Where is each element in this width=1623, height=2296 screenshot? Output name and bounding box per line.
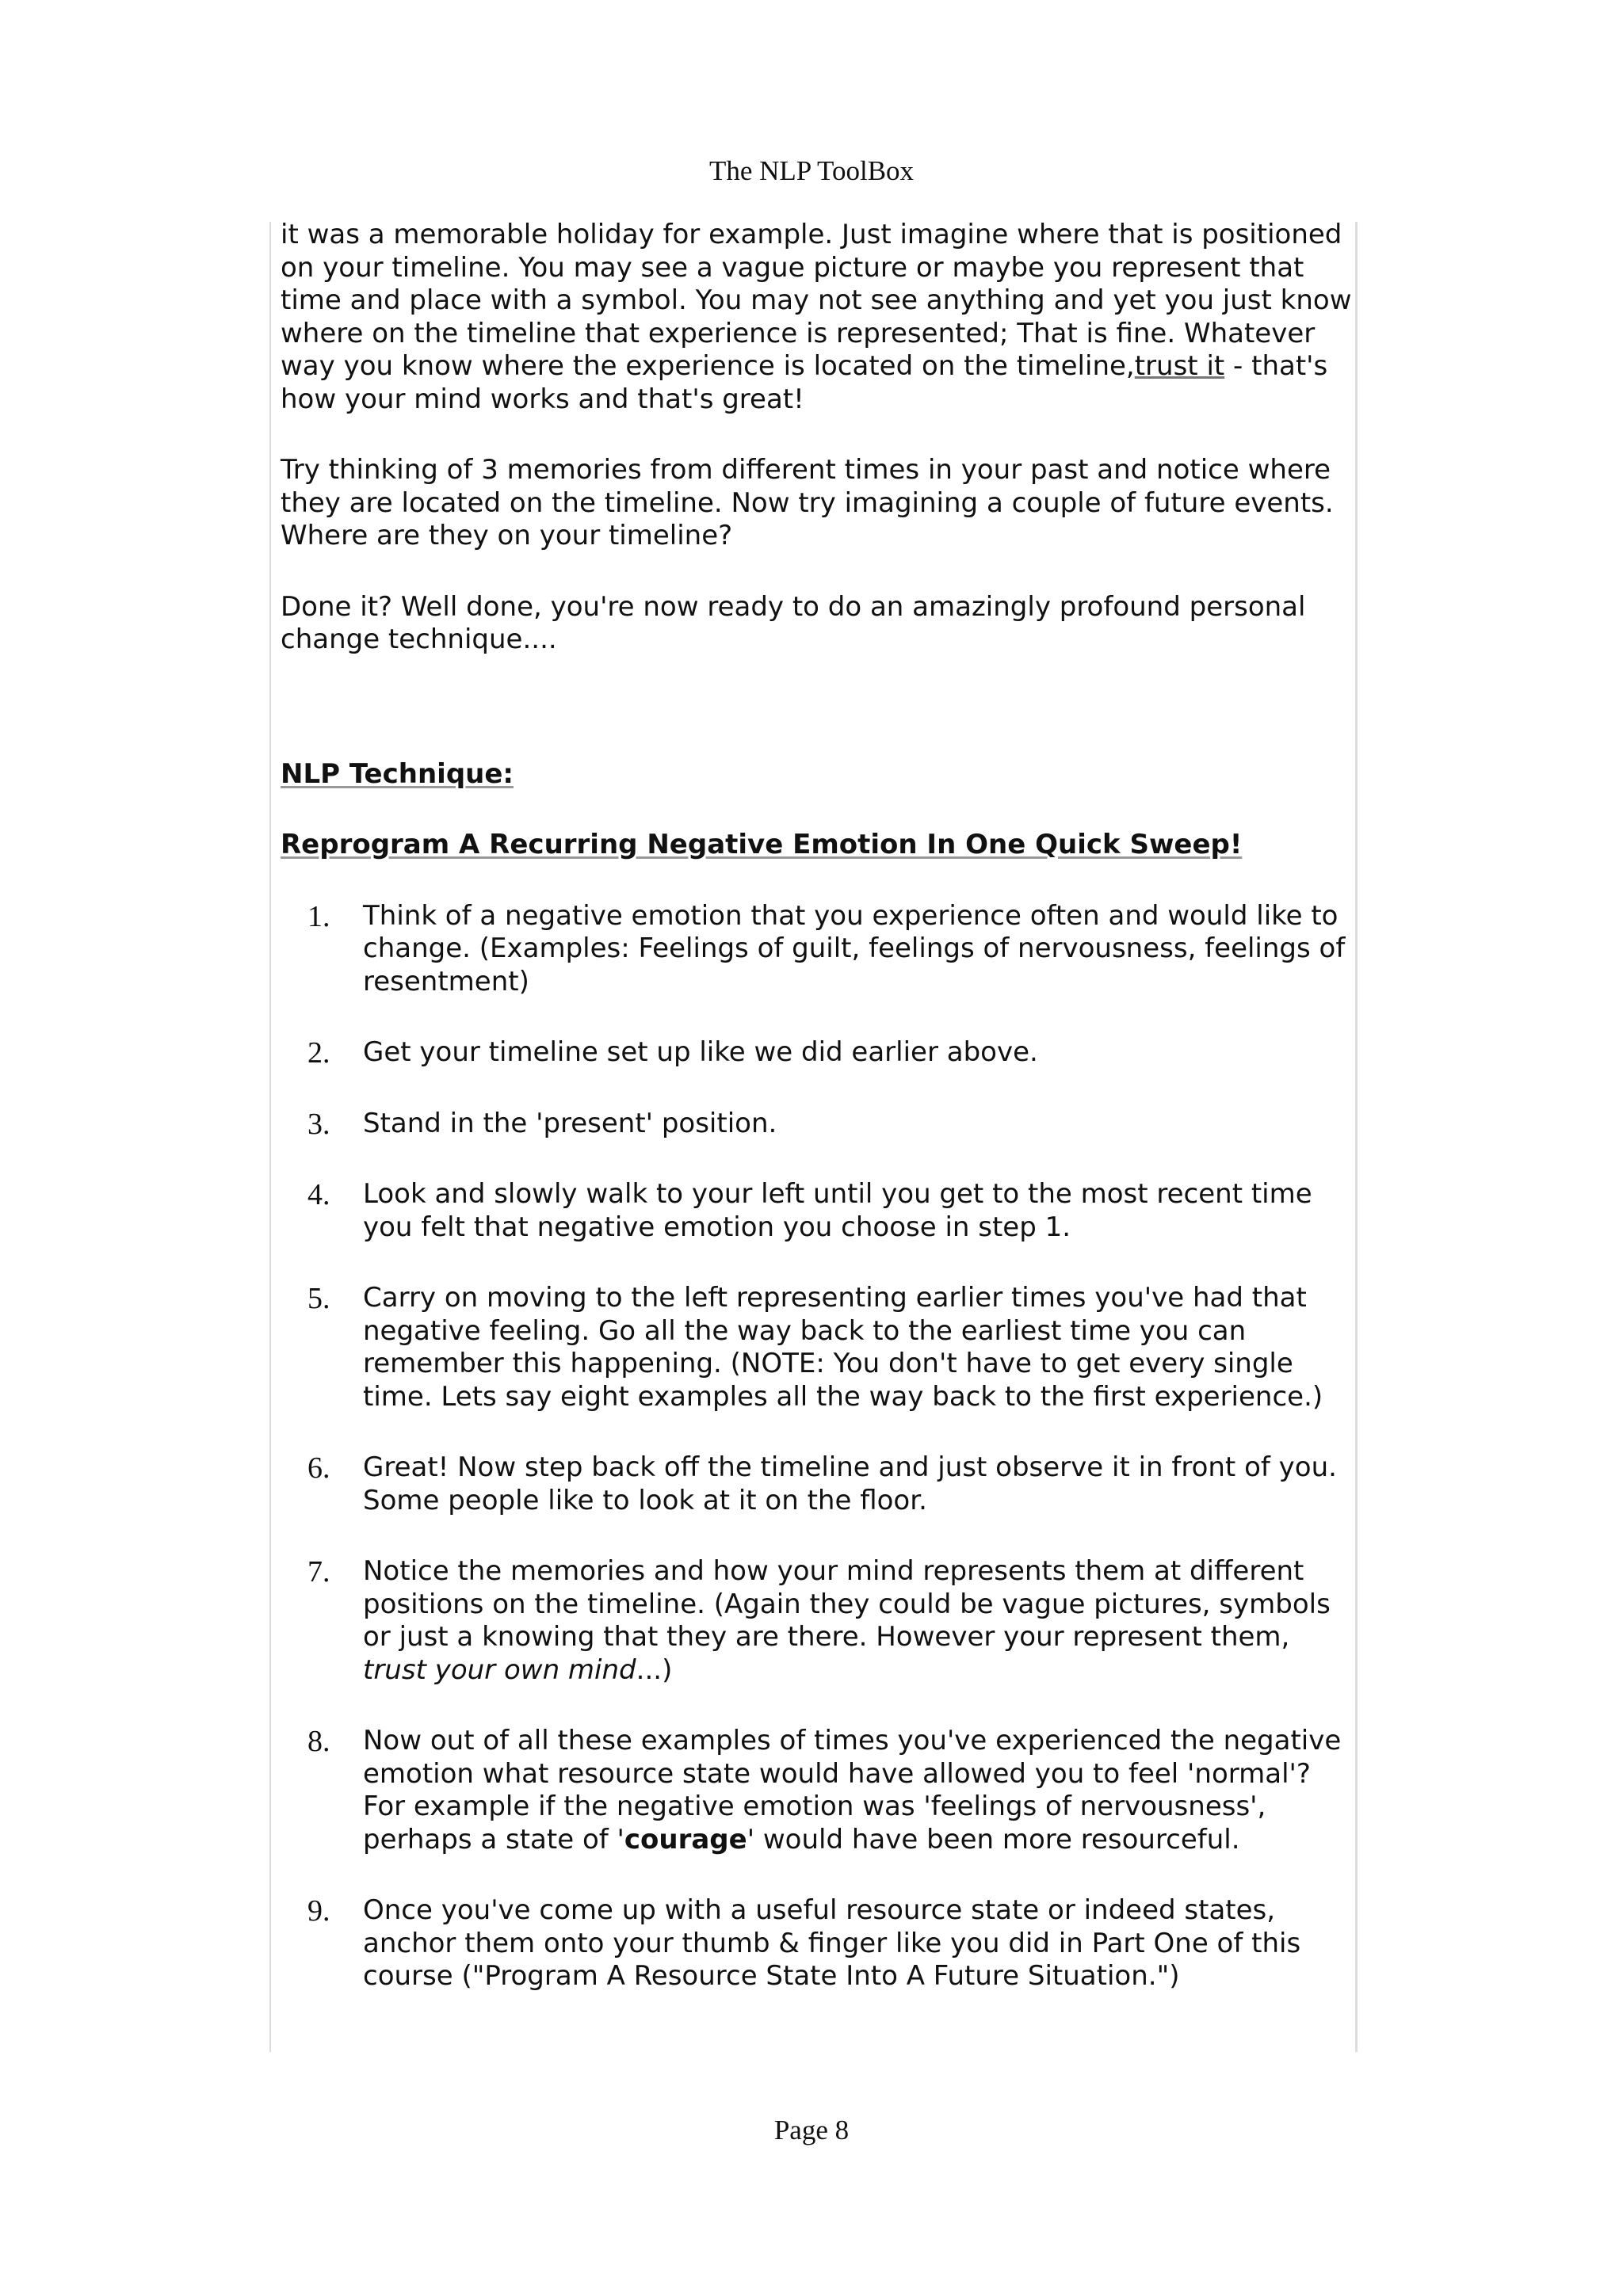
step-item [281, 1894, 1355, 1993]
step-text: Think of a negative emotion that you experience often and would like to change. (Examples: Feelings of guilt, feelings of nervousness, feelings of resentment) [363, 899, 1346, 997]
step-number: 2. [307, 1036, 330, 1070]
step-number: 3. [307, 1107, 330, 1141]
step-number: 1. [307, 899, 330, 933]
step-item [281, 900, 1355, 999]
step-number: 9. [307, 1894, 330, 1928]
technique-label: NLP Technique: [281, 757, 514, 790]
intro-paragraph-3: Done it? Well done, you're now ready to do an amazingly profound personal change technique.... [281, 590, 1306, 655]
step-text: Great! Now step back off the timeline and just observe it in front of you. Some people like to look at it on the floor. [363, 1451, 1337, 1516]
technique-title: Reprogram A Recurring Negative Emotion In One Quick Sweep! [281, 829, 1243, 860]
intro-line: it was a memorable holiday for example. Just imagine where that is positioned [281, 219, 1342, 250]
step-number: 6. [307, 1451, 330, 1485]
page-number: Page 8 [773, 2115, 850, 2145]
page-content [281, 219, 1355, 2031]
step-number: 4. [307, 1178, 330, 1211]
step-text: Get your timeline set up like we did earlier above. [363, 1036, 1038, 1068]
step-text: ...) [636, 1653, 673, 1686]
steps-list [281, 900, 1355, 1993]
intro-line: how your mind works and that's great! [281, 383, 804, 415]
intro-line: - that's [1224, 350, 1328, 382]
step-bold-word: courage [624, 1823, 747, 1855]
intro-line: time and place with a symbol. You may not see anything and yet you just know [281, 284, 1352, 316]
step-text: Now out of all these examples of times you've experienced the negative emotion what resource state would have allowed you to feel 'normal'? For example if the negative emotion was 'feelings of nervousness', perhaps a state of ' [363, 1725, 1342, 1855]
step-item [281, 1036, 1355, 1070]
content-frame-right-border [1355, 222, 1358, 2052]
step-text: Notice the memories and how your mind represents them at different positions on the timeline. (Again they could be vague pictures, symbols or just a knowing that they are there. However your represent them, [363, 1555, 1331, 1653]
step-item [281, 1108, 1355, 1141]
trust-it-link[interactable]: trust it [1134, 350, 1225, 382]
step-item [281, 1282, 1355, 1413]
step-text: Stand in the 'present' position. [363, 1107, 777, 1139]
step-emphasis: trust your own mind [363, 1653, 636, 1686]
step-item [281, 1178, 1355, 1244]
content-frame-left-border [269, 222, 271, 2052]
intro-line: on your timeline. You may see a vague picture or maybe you represent that [281, 251, 1304, 284]
step-text: Carry on moving to the left representing earlier times you've had that negative feeling. Go all the way back to the earliest time you can remember this happening. (NOTE: You don't have to get every single time. Lets say eight examples all the way back to the first experience.) [363, 1282, 1323, 1413]
intro-line: way you know where the experience is located on the timeline, [281, 350, 1135, 382]
intro-paragraph-1 [281, 219, 1355, 416]
step-item [281, 1725, 1355, 1856]
step-number: 8. [307, 1725, 330, 1758]
step-text: Look and slowly walk to your left until you get to the most recent time you felt that negative emotion you choose in step 1. [363, 1178, 1312, 1243]
step-number: 7. [307, 1555, 330, 1589]
intro-line: where on the timeline that experience is represented; That is fine. Whatever [281, 317, 1316, 349]
running-header: The NLP ToolBox [708, 155, 915, 186]
step-item [281, 1555, 1355, 1687]
step-item [281, 1451, 1355, 1517]
step-text: ' would have been more resourceful. [747, 1823, 1240, 1855]
step-text: Once you've come up with a useful resource state or indeed states, anchor them onto your thumb & finger like you did in Part One of this course ("Program A Resource State Into A Future Situation.") [363, 1894, 1301, 1992]
intro-paragraph-2: Try thinking of 3 memories from different times in your past and notice where they are located on the timeline. Now try imagining a couple of future events. Where are they on your timeline? [281, 454, 1334, 551]
step-number: 5. [307, 1282, 330, 1315]
